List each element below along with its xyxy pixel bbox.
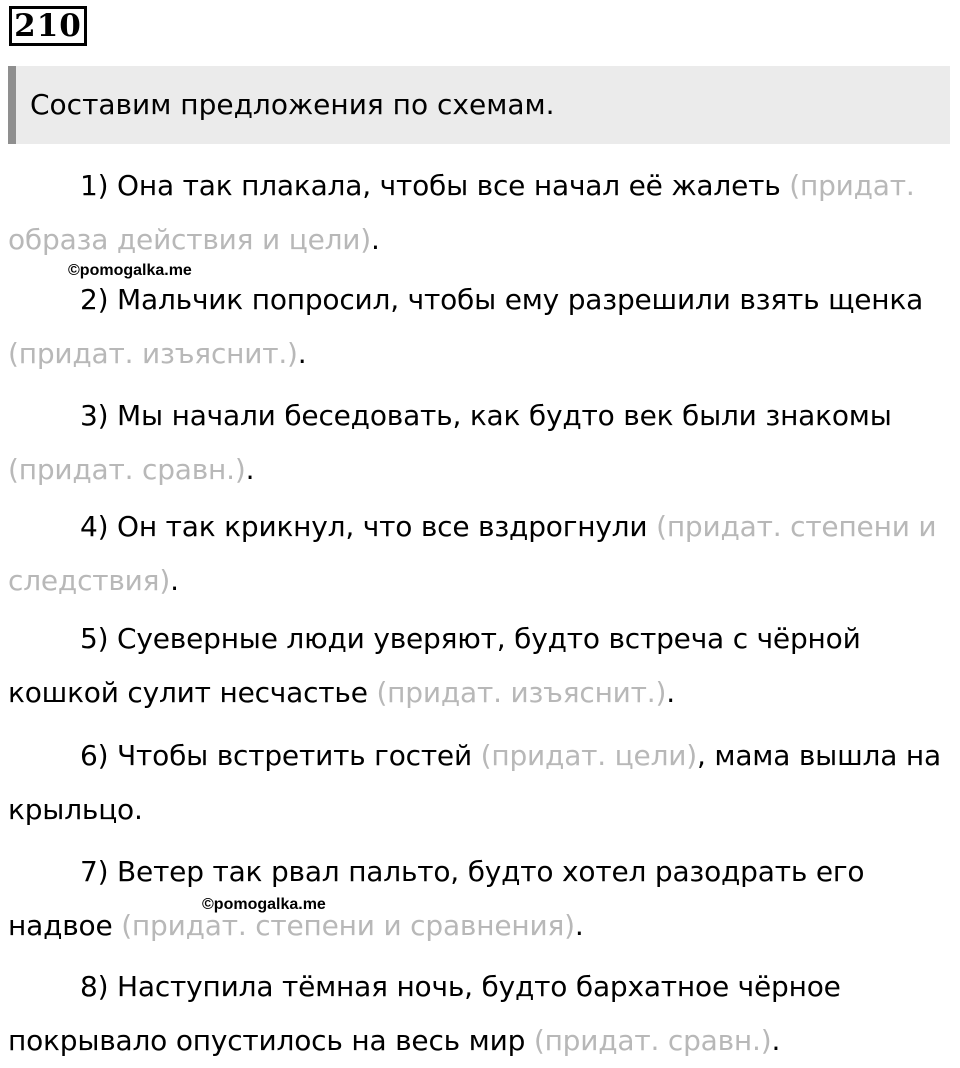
sentence-item-1 xyxy=(8,159,953,267)
sentence-ending: . xyxy=(574,909,584,942)
clause-type-hint: (придат. сравн.) xyxy=(533,1024,772,1057)
sentence-text: 8) Наступила тёмная ночь, будто бархатное чёрное покрывало опустилось на весь мир xyxy=(8,970,841,1057)
sentence-ending: . xyxy=(666,676,675,709)
clause-type-hint: (придат. образа действия и цели) xyxy=(8,169,915,256)
sentence-ending: . xyxy=(297,337,307,370)
sentence-text: 1) Она так плакала, чтобы все начал её жалеть xyxy=(80,169,790,202)
sentence-item-3 xyxy=(8,389,953,497)
clause-type-hint: (придат. изъяснит.) xyxy=(8,337,298,370)
sentence-item-7 xyxy=(8,845,953,953)
clause-type-hint: (придат. изъяснит.) xyxy=(376,676,667,709)
watermark: ©pomogalka.me xyxy=(202,896,326,913)
sentence-item-2 xyxy=(8,273,953,381)
sentence-ending: . xyxy=(170,564,179,597)
clause-type-hint: (придат. степени и сравнения) xyxy=(121,909,575,942)
clause-type-hint: (придат. цели) xyxy=(480,739,697,772)
sentence-item-4 xyxy=(8,500,953,608)
sentence-text: 6) Чтобы встретить гостей xyxy=(80,739,481,772)
sentence-ending: . xyxy=(245,453,255,486)
task-number: 210 xyxy=(9,6,87,46)
sentence-text: 2) Мальчик попросил, чтобы ему разрешили взять щенка xyxy=(80,283,924,316)
watermark: ©pomogalka.me xyxy=(68,262,192,279)
sentence-ending: . xyxy=(771,1024,781,1057)
clause-type-hint: (придат. степени и следствия) xyxy=(8,510,937,597)
sentence-item-8 xyxy=(8,960,953,1068)
sentence-text: 5) Суеверные люди уверяют, будто встреча с чёрной кошкой сулит несчастье xyxy=(8,622,861,709)
sentence-text: 7) Ветер так рвал пальто, будто хотел разодрать его надвое xyxy=(8,855,865,942)
task-instruction: Составим предложения по схемам. xyxy=(8,66,950,144)
sentence-ending: . xyxy=(371,223,380,256)
sentence-item-6 xyxy=(8,729,953,837)
sentence-item-5 xyxy=(8,612,953,720)
sentence-text: 4) Он так крикнул, что все вздрогнули xyxy=(80,510,657,543)
sentence-text: 3) Мы начали беседовать, как будто век были знакомы xyxy=(80,399,892,432)
clause-type-hint: (придат. сравн.) xyxy=(8,453,246,486)
sentence-ending: , мама вышла на крыльцо. xyxy=(8,739,941,826)
